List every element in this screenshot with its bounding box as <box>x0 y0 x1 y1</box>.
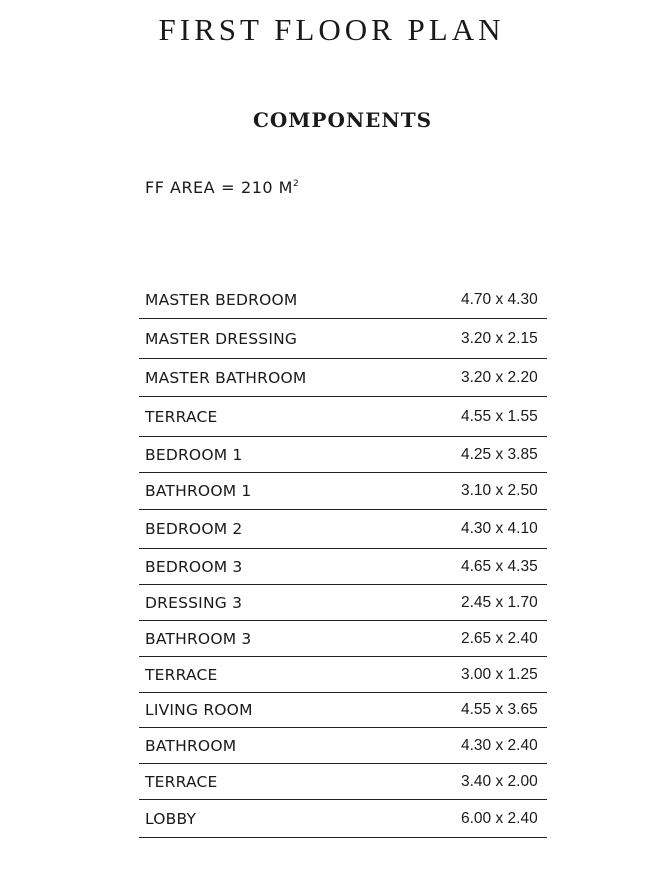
table-row <box>139 800 547 838</box>
room-name: BATHROOM 1 <box>145 482 252 500</box>
room-dimensions: 3.20 x 2.15 <box>461 329 538 347</box>
room-name: TERRACE <box>145 772 218 791</box>
room-dimensions: 4.55 x 1.55 <box>461 407 538 425</box>
room-dimensions: 2.65 x 2.40 <box>461 629 538 647</box>
room-dimensions: 4.70 x 4.30 <box>461 291 538 308</box>
table-row <box>139 510 547 549</box>
table-row <box>139 764 547 800</box>
table-row <box>139 437 547 473</box>
room-name: MASTER BATHROOM <box>145 368 307 387</box>
table-row <box>139 585 547 621</box>
room-name: BEDROOM 3 <box>145 557 243 576</box>
table-row <box>139 728 547 764</box>
floor-area <box>145 178 299 197</box>
room-name: TERRACE <box>145 407 218 426</box>
room-name: BEDROOM 2 <box>145 520 243 538</box>
floor-area-label: FF AREA <box>145 178 216 197</box>
room-dimensions: 3.20 x 2.20 <box>461 368 538 386</box>
room-name: LIVING ROOM <box>145 701 253 719</box>
room-dimensions: 4.30 x 2.40 <box>461 736 538 754</box>
table-row <box>139 473 547 510</box>
room-dimensions: 6.00 x 2.40 <box>461 809 538 827</box>
room-dimensions: 4.65 x 4.35 <box>461 557 538 575</box>
floor-area-unit-exponent: 2 <box>292 179 300 189</box>
room-name: DRESSING 3 <box>145 593 243 612</box>
room-name: MASTER BEDROOM <box>145 291 298 309</box>
room-name: MASTER DRESSING <box>145 329 298 348</box>
table-row <box>139 657 547 693</box>
room-dimensions: 2.45 x 1.70 <box>461 593 538 611</box>
room-name: TERRACE <box>145 665 218 684</box>
room-dimensions: 3.40 x 2.00 <box>461 772 538 790</box>
table-row <box>139 693 547 728</box>
room-dimensions: 3.00 x 1.25 <box>461 665 538 683</box>
table-row <box>139 359 547 397</box>
room-name: BEDROOM 1 <box>145 445 243 464</box>
table-row <box>139 397 547 437</box>
table-row <box>139 282 547 319</box>
room-name: BATHROOM <box>145 736 237 755</box>
room-dimensions: 4.25 x 3.85 <box>461 445 538 463</box>
room-dimensions: 4.30 x 4.10 <box>461 520 538 537</box>
table-row <box>139 621 547 657</box>
room-name: LOBBY <box>145 809 197 828</box>
room-dimensions: 3.10 x 2.50 <box>461 482 538 499</box>
room-dimensions: 4.55 x 3.65 <box>461 701 538 718</box>
table-row <box>139 549 547 585</box>
floor-area-equals: = <box>221 178 236 197</box>
page-title: FIRST FLOOR PLAN <box>158 12 505 47</box>
table-row <box>139 319 547 359</box>
section-heading: COMPONENTS <box>252 108 433 132</box>
floor-area-value: 210 M <box>241 178 293 197</box>
room-name: BATHROOM 3 <box>145 629 252 648</box>
room-table <box>139 282 547 838</box>
